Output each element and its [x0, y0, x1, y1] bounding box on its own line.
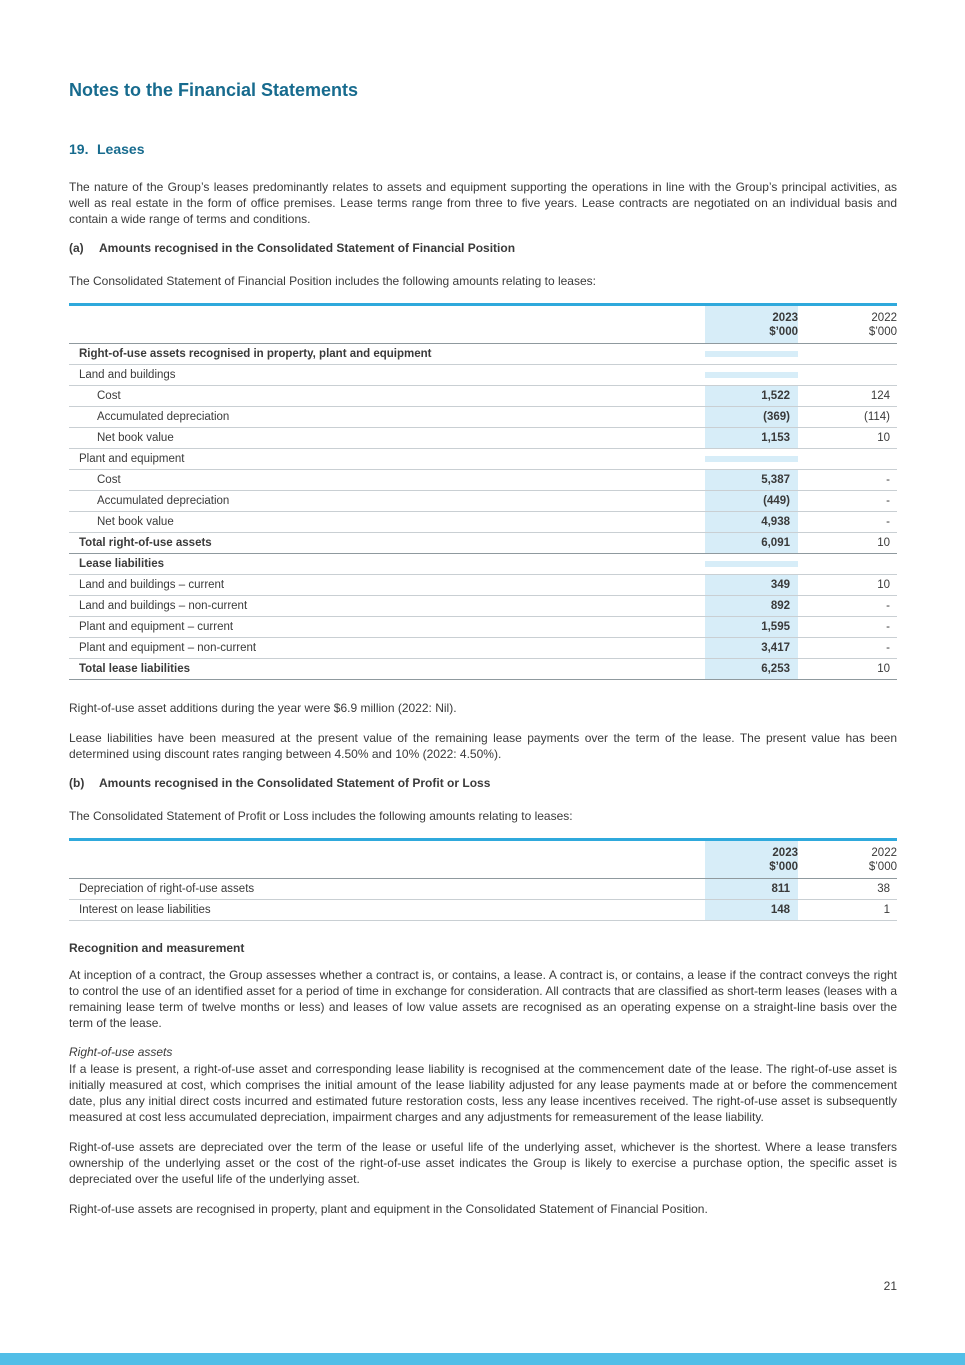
- table-row: [69, 491, 897, 512]
- row-value-2022: 10: [877, 663, 890, 675]
- subsection-a-title: Amounts recognised in the Consolidated Statement of Financial Position: [99, 241, 516, 255]
- row-label: Right-of-use assets recognised in property, plant and equipment: [79, 348, 432, 360]
- table-row: [69, 596, 897, 617]
- row-label: Plant and equipment – current: [79, 621, 234, 633]
- table-row: [69, 428, 897, 449]
- recognition-paragraph-2: If a lease is present, a right-of-use asset and corresponding lease liability is recognised at the commencement date of the lease. The right-of-use asset is initially measured at cost, which comprises the initial amount of the lease liability adjusted for any lease payments made at or before the commencement date, plus any initial direct costs incurred and estimated future restoration costs, less any lease incentives received. The right-of-use asset is subsequently measured at cost less accumulated depreciation, impairment charges and any adjustments for remeasurement of the lease liability.: [69, 1062, 897, 1124]
- table-row: [69, 470, 897, 491]
- row-value-2023: (369): [705, 407, 798, 427]
- recognition-paragraph-1: At inception of a contract, the Group assesses whether a contract is, or contains, a lease. A contract is, or contains, a lease if the contract conveys the right to control the use of an identified asset for a period of time in exchange for consideration. All contracts that are classified as short-term leases (leases with a remaining lease term of twelve months or less) and leases of low value assets are recognised as an operating expense on a straight-line basis over the term of the lease.: [69, 968, 897, 1030]
- table1-header-row: [69, 306, 897, 344]
- table-row: [69, 879, 897, 900]
- table2-header-year-2022: 2022: [871, 847, 897, 859]
- row-value-2022: [798, 351, 897, 357]
- row-value-2023: 4,938: [705, 512, 798, 532]
- table1-header-unit-2023: $’000: [769, 326, 798, 338]
- table1-header-spacer: [69, 306, 705, 343]
- subsection-b-heading: [69, 776, 897, 790]
- row-value-2022: (114): [864, 411, 890, 423]
- additions-note-paragraph: Right-of-use asset additions during the year were $6.9 million (2022: Nil).: [69, 701, 457, 715]
- page-number: 21: [883, 1279, 897, 1293]
- table1-header-year-2023: 2023: [772, 312, 798, 324]
- subsection-b-label: (b): [69, 776, 85, 790]
- subsection-a-heading: [69, 241, 897, 255]
- row-value-2023: 811: [705, 879, 798, 899]
- row-label: Plant and equipment: [79, 453, 185, 465]
- table-row: [69, 386, 897, 407]
- page-title: Notes to the Financial Statements: [69, 80, 359, 100]
- row-label: Plant and equipment – non-current: [79, 642, 257, 654]
- row-value-2023: 1,595: [705, 617, 798, 637]
- table-row: [69, 617, 897, 638]
- row-value-2023: (449): [705, 491, 798, 511]
- table2-header-2023: [705, 841, 798, 878]
- table-row: [69, 365, 897, 386]
- row-value-2022: -: [886, 495, 890, 507]
- row-label: Net book value: [97, 432, 174, 444]
- row-value-2022: [798, 561, 897, 567]
- table2-header-year-2023: 2023: [772, 847, 798, 859]
- row-value-2023: 148: [705, 900, 798, 920]
- row-label: Accumulated depreciation: [97, 411, 230, 423]
- table-row: [69, 554, 897, 575]
- recognition-paragraph-3: Right-of-use assets are depreciated over the term of the lease or useful life of the underlying asset, whichever is the shortest. Where a lease transfers ownership of the underlying asset or the cost of the right-of-use asset indicates the Group is likely to exercise a purchase option, the specific asset is depreciated over the useful life of the underlying asset.: [69, 1140, 897, 1186]
- table1-header-2022: [798, 306, 897, 343]
- recognition-heading: Recognition and measurement: [69, 941, 245, 955]
- row-label: Cost: [97, 390, 121, 402]
- table1-lead-paragraph: The Consolidated Statement of Financial Position includes the following amounts relating to leases:: [69, 274, 596, 288]
- footer-accent-bar: [0, 1353, 965, 1365]
- table-row: [69, 900, 897, 921]
- table-row: [69, 659, 897, 680]
- row-value-2022: [798, 456, 897, 462]
- row-value-2023: 6,253: [705, 659, 798, 679]
- row-value-2022: 1: [883, 904, 890, 916]
- table-row: [69, 407, 897, 428]
- row-label: Lease liabilities: [79, 558, 165, 570]
- row-label: Land and buildings – non-current: [79, 600, 248, 612]
- table-row: [69, 512, 897, 533]
- table2-lead-paragraph: The Consolidated Statement of Profit or Loss includes the following amounts relating to leases:: [69, 809, 573, 823]
- subsection-b-title: Amounts recognised in the Consolidated Statement of Profit or Loss: [99, 776, 491, 790]
- profit-or-loss-table: [69, 838, 897, 921]
- table-row: [69, 449, 897, 470]
- measurement-note-paragraph: Lease liabilities have been measured at the present value of the remaining lease payments over the term of the lease. The present value has been determined using discount rates ranging between 4.50% and 10% (2022: 4.50%).: [69, 731, 897, 761]
- row-label: Depreciation of right-of-use assets: [79, 883, 255, 895]
- row-value-2022: -: [886, 642, 890, 654]
- table-row: [69, 533, 897, 554]
- row-value-2022: -: [886, 516, 890, 528]
- row-label: Cost: [97, 474, 121, 486]
- row-label: Land and buildings: [79, 369, 176, 381]
- row-value-2022: -: [886, 474, 890, 486]
- row-value-2023: 5,387: [705, 470, 798, 490]
- table2-header-unit-2022: $’000: [868, 861, 897, 873]
- row-value-2023: 6,091: [705, 533, 798, 553]
- row-value-2022: 10: [877, 432, 890, 444]
- row-value-2022: [798, 372, 897, 378]
- row-value-2022: 124: [870, 390, 890, 402]
- table-row: [69, 575, 897, 596]
- recognition-paragraph-4: Right-of-use assets are recognised in property, plant and equipment in the Consolidated Statement of Financial Position.: [69, 1202, 708, 1216]
- row-value-2022: 10: [877, 537, 890, 549]
- table-row: [69, 638, 897, 659]
- row-label: Land and buildings – current: [79, 579, 225, 591]
- row-value-2023: [705, 372, 798, 378]
- right-of-use-assets-heading: Right-of-use assets: [69, 1045, 173, 1059]
- row-value-2022: 38: [877, 883, 890, 895]
- row-value-2022: -: [886, 600, 890, 612]
- row-value-2023: [705, 351, 798, 357]
- row-label: Interest on lease liabilities: [79, 904, 211, 916]
- table1-header-unit-2022: $’000: [868, 326, 897, 338]
- row-label: Total right-of-use assets: [79, 537, 212, 549]
- row-value-2022: 10: [877, 579, 890, 591]
- row-value-2023: [705, 456, 798, 462]
- row-label: Accumulated depreciation: [97, 495, 230, 507]
- table2-header-unit-2023: $’000: [769, 861, 798, 873]
- table2-header-2022: [798, 841, 897, 878]
- subsection-a-label: (a): [69, 241, 84, 255]
- row-label: Total lease liabilities: [79, 663, 190, 675]
- row-value-2023: 3,417: [705, 638, 798, 658]
- section-number: 19.: [69, 141, 89, 157]
- intro-paragraph: The nature of the Group’s leases predominantly relates to assets and equipment supporting the operations in line with the Group’s principal activities, as well as real estate in the form of office premises. Lease terms range from three to five years. Lease contracts are negotiated on an individual basis and contain a wide range of terms and conditions.: [69, 180, 897, 226]
- section-title: Leases: [97, 141, 145, 157]
- table1-header-2023: [705, 306, 798, 343]
- row-value-2023: 1,153: [705, 428, 798, 448]
- row-value-2023: 349: [705, 575, 798, 595]
- row-value-2022: -: [886, 621, 890, 633]
- row-value-2023: 1,522: [705, 386, 798, 406]
- table2-header-row: [69, 841, 897, 879]
- row-value-2023: [705, 561, 798, 567]
- financial-position-table: [69, 303, 897, 680]
- row-value-2023: 892: [705, 596, 798, 616]
- table2-header-spacer: [69, 841, 705, 878]
- table-row: [69, 344, 897, 365]
- row-label: Net book value: [97, 516, 174, 528]
- section-heading: [69, 141, 897, 157]
- table1-header-year-2022: 2022: [871, 312, 897, 324]
